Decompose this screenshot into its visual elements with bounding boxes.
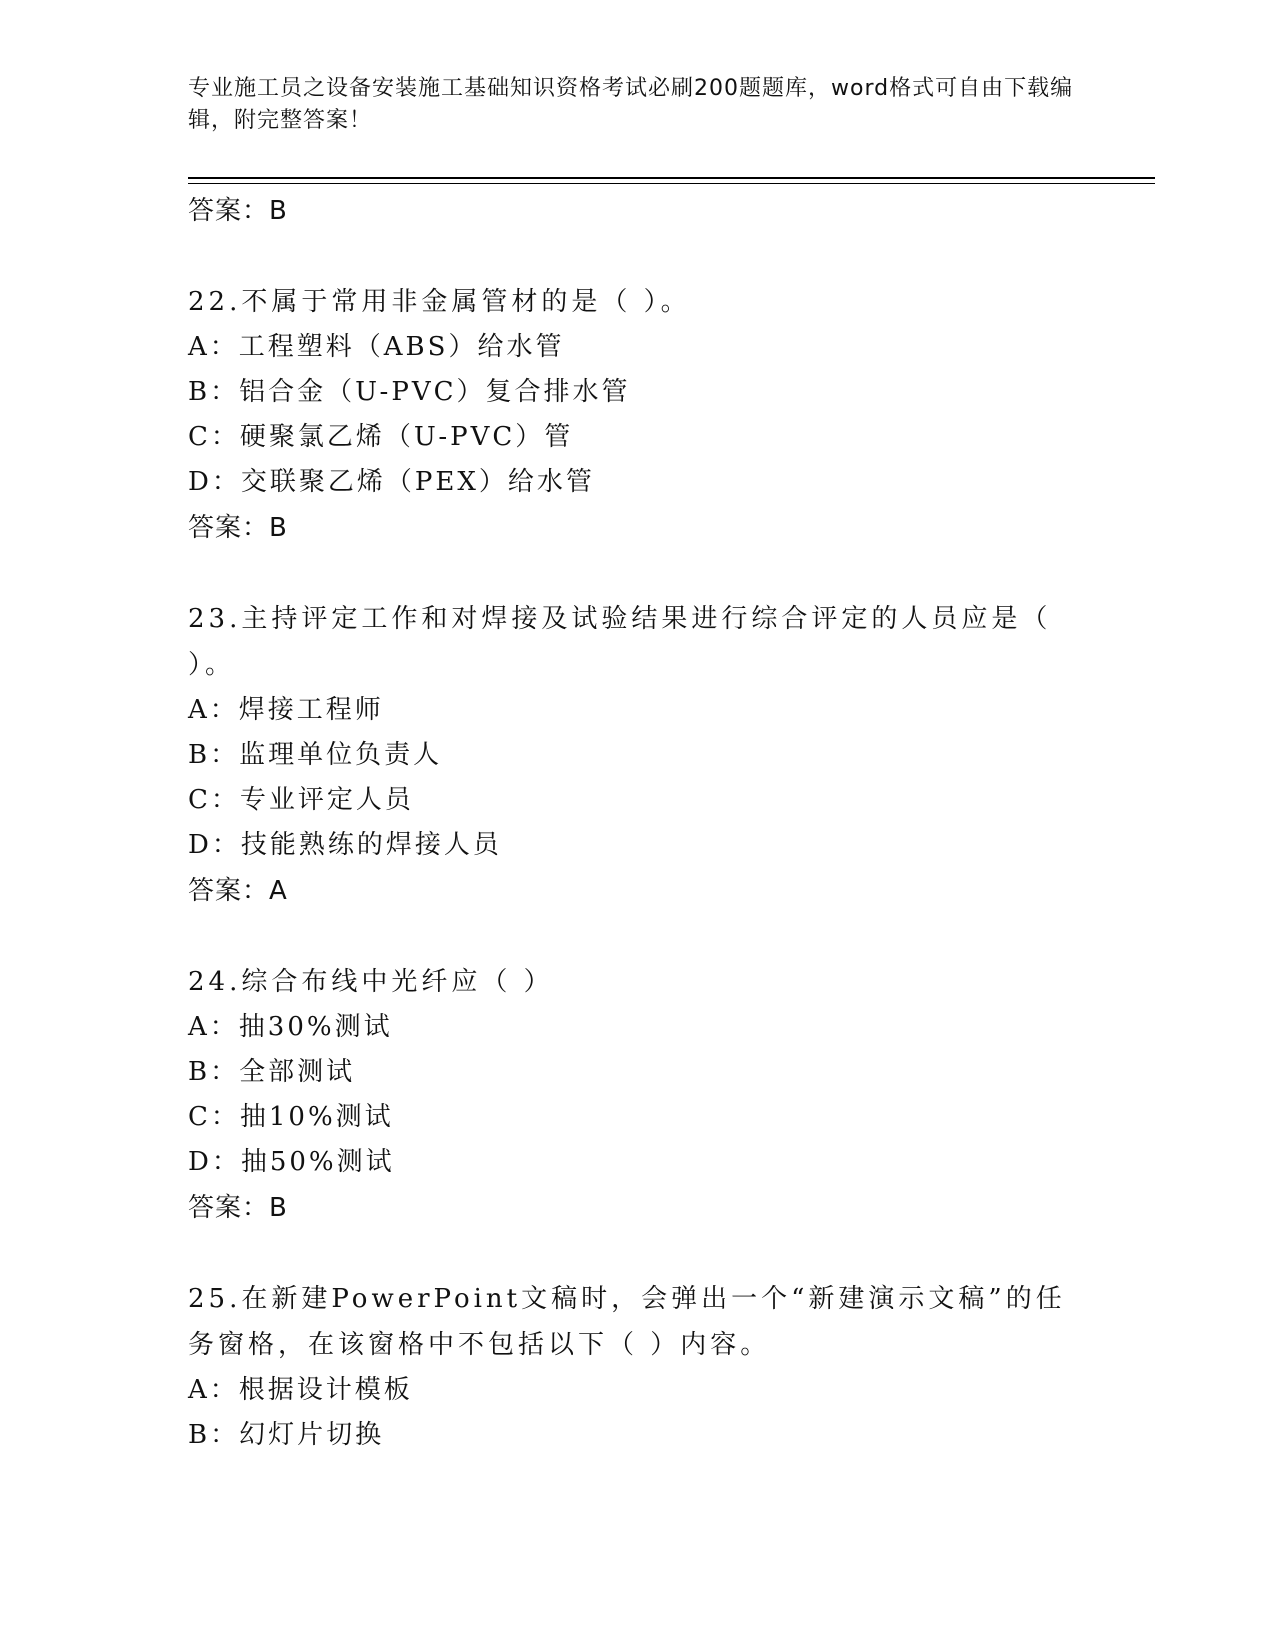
answer-text: 答案：B <box>188 513 288 543</box>
answer-text: 答案：B <box>188 196 288 226</box>
option-a: A：抽30%测试 <box>188 1012 393 1042</box>
option-d: D：抽50%测试 <box>188 1147 395 1177</box>
document-header: 专业施工员之设备安装施工基础知识资格考试必刷200题题库，word格式可自由下载编辑，附完整答案！ <box>188 76 1074 133</box>
answer-text: 答案：A <box>188 876 288 906</box>
header-rule-thin <box>188 183 1155 184</box>
option-b: B：幻灯片切换 <box>188 1420 385 1450</box>
question-stem: 24.综合布线中光纤应（ ） <box>188 967 554 997</box>
question-stem: 22.不属于常用非金属管材的是（ ）。 <box>188 287 691 317</box>
option-b: B：铝合金（U-PVC）复合排水管 <box>188 377 631 407</box>
answer-text: 答案：B <box>188 1193 288 1223</box>
option-a: A：焊接工程师 <box>188 695 384 725</box>
option-d: D：技能熟练的焊接人员 <box>188 830 502 860</box>
question-stem: 23.主持评定工作和对焊接及试验结果进行综合评定的人员应是（ ）。 <box>188 604 1052 680</box>
question-22 <box>188 279 1088 551</box>
option-c: C：硬聚氯乙烯（U-PVC）管 <box>188 422 574 452</box>
question-list <box>188 188 1088 1458</box>
question-stem: 25.在新建PowerPoint文稿时，会弹出一个“新建演示文稿”的任务窗格，在该窗格中不包括以下（ ）内容。 <box>188 1284 1066 1360</box>
question-24 <box>188 959 1088 1231</box>
option-a: A：工程塑料（ABS）给水管 <box>188 332 565 362</box>
option-c: C：专业评定人员 <box>188 785 414 815</box>
question-25 <box>188 1276 1088 1458</box>
option-d: D：交联聚乙烯（PEX）给水管 <box>188 467 595 497</box>
option-b: B：监理单位负责人 <box>188 740 443 770</box>
option-c: C：抽10%测试 <box>188 1102 394 1132</box>
option-b: B：全部测试 <box>188 1057 356 1087</box>
option-a: A：根据设计模板 <box>188 1375 413 1405</box>
header-rule-thick <box>188 177 1155 179</box>
question-23 <box>188 596 1088 914</box>
